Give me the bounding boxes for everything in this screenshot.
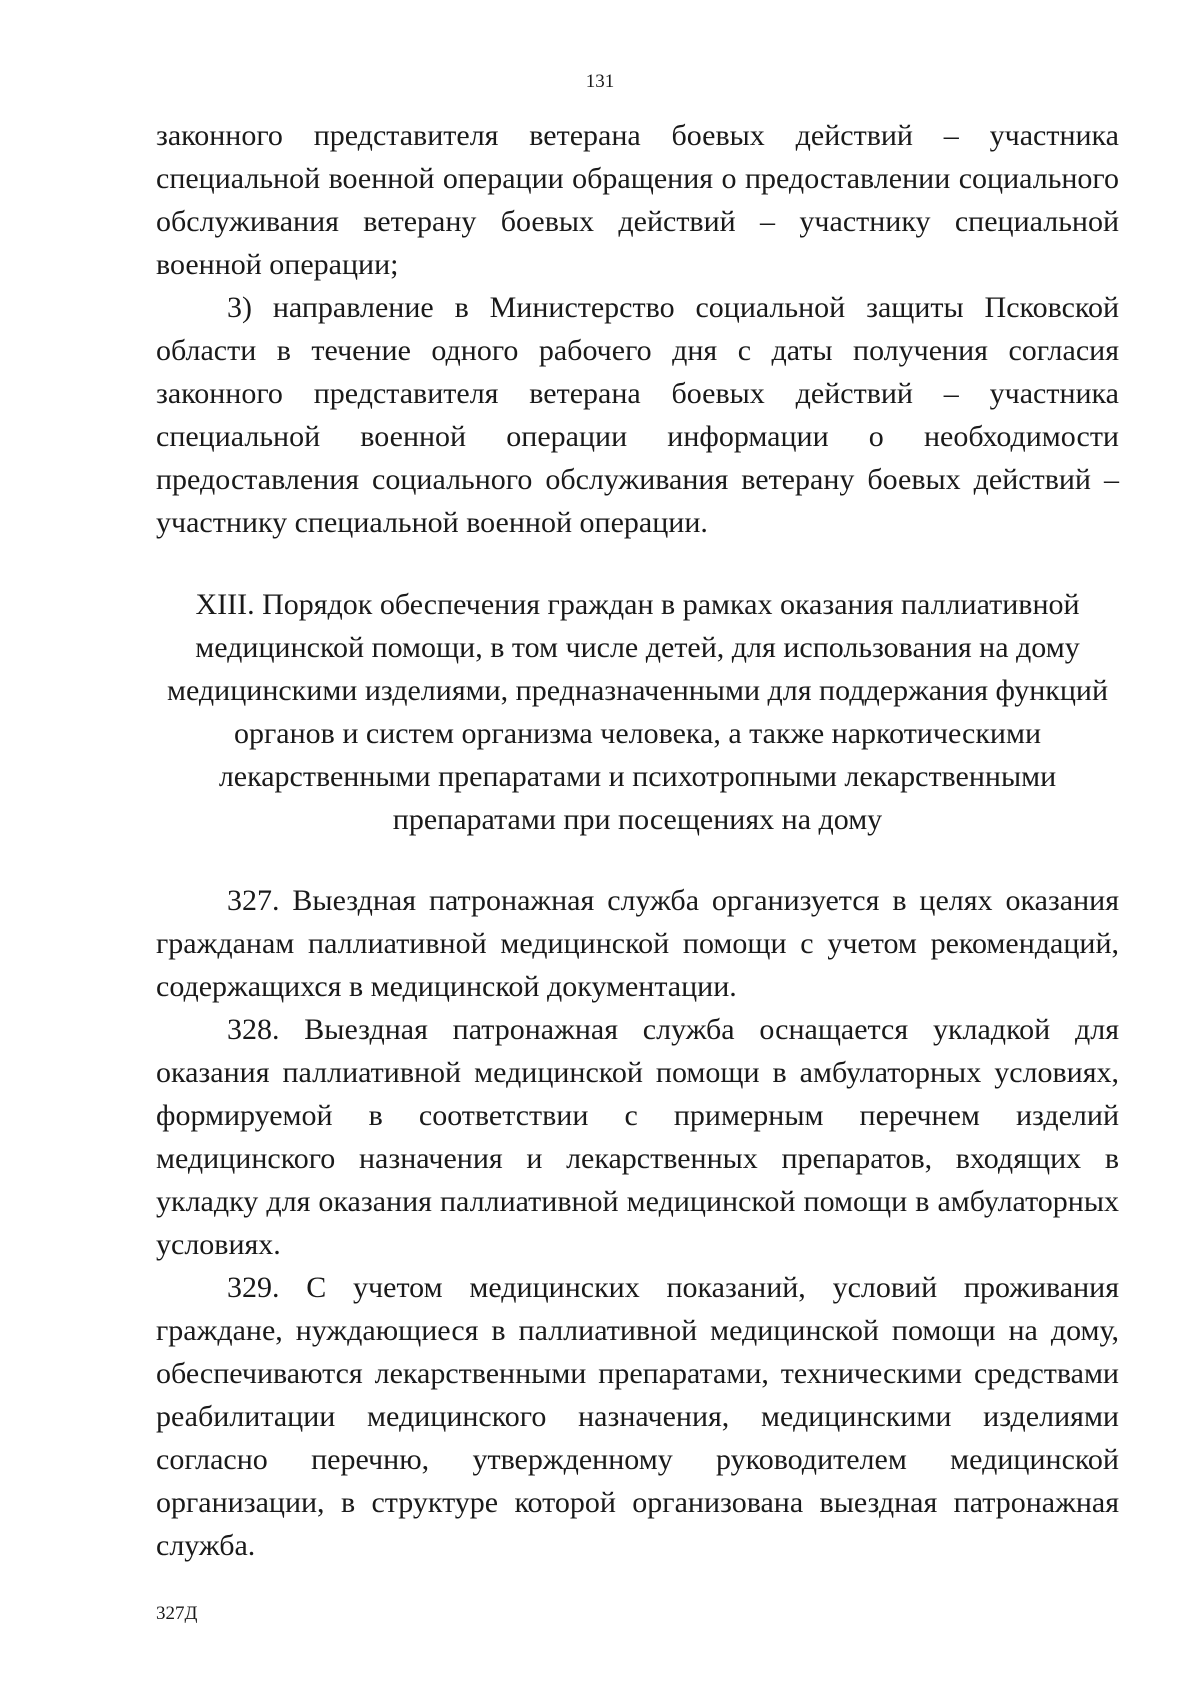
text-block-top	[156, 114, 1119, 544]
paragraph-328: 328. Выездная патронажная служба оснащается укладкой для оказания паллиативной медицинской помощи в амбулаторных условиях, формируемой в соответствии с примерным перечнем изделий медицинского назначения и лекарственных препаратов, входящих в укладку для оказания паллиативной медицинской помощи в амбулаторных условиях.	[156, 1013, 1119, 1261]
text-block-bottom	[156, 879, 1119, 1567]
paragraph-329: 329. С учетом медицинских показаний, условий проживания граждане, нуждающиеся в паллиативной медицинской помощи на дому, обеспечиваются лекарственными препаратами, техническими средствами реабилитации медицинского назначения, медицинскими изделиями согласно перечню, утвержденному руководителем медицинской организации, в структуре которой организована выездная патронажная служба.	[156, 1271, 1119, 1562]
paragraph-continuation: законного представителя ветерана боевых действий – участника специальной военной операции обращения о предоставлении социального обслуживания ветерану боевых действий – участнику специальной военной операции;	[156, 119, 1119, 281]
section-heading: XIII. Порядок обеспечения граждан в рамках оказания паллиативной медицинской помощи, в том числе детей, для использования на дому медицинскими изделиями, предназначенными для поддержания функций органов и систем организма человека, а также наркотическими лекарственными препаратами и психотропными лекарственными препаратами при посещениях на дому	[166, 588, 1108, 836]
paragraph-item-3: 3) направление в Министерство социальной защиты Псковской области в течение одного рабочего дня с даты получения согласия законного представителя ветерана боевых действий – участника специальной военной операции информации о необходимости предоставления социального обслуживания ветерану боевых действий – участнику специальной военной операции.	[156, 291, 1119, 539]
page-number: 131	[585, 71, 615, 92]
paragraph-327: 327. Выездная патронажная служба организуется в целях оказания гражданам паллиативной медицинской помощи с учетом рекомендаций, содержащихся в медицинской документации.	[156, 884, 1119, 1003]
document-code: 327Д	[156, 1603, 198, 1624]
